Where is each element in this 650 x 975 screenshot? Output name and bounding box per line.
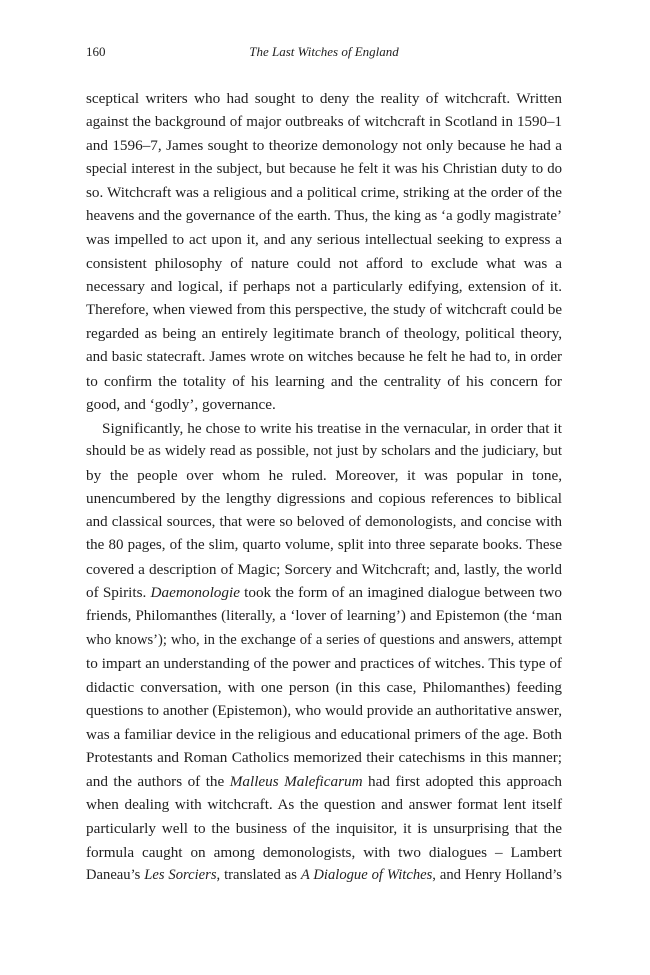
text-line: the 80 pages, of the slim, quarto volume, split into three separate books. These	[86, 537, 562, 554]
book-title-dialogue-of-witches: A Dialogue of Witches	[300, 867, 433, 884]
text-line: so. Witchcraft was a religious and a political crime, striking at the order of the	[86, 184, 562, 202]
text-line: and 1596–7, James sought to theorize demonology not only because he had a	[86, 137, 562, 155]
text-run: , and Henry Holland’s	[432, 867, 562, 884]
text-line	[86, 581, 562, 605]
text-line: Significantly, he chose to write his treatise in the vernacular, in order that it	[102, 419, 562, 437]
text-line: Protestants and Roman Catholics memorized their catechisms in this manner;	[86, 749, 562, 767]
text-run: , translated as	[216, 867, 301, 884]
text-line: when dealing with witchcraft. As the question and answer format lent itself	[86, 796, 562, 814]
text-line: to impart an understanding of the power and practices of witches. This type of	[86, 655, 562, 673]
text-run: had first adopted this approach	[362, 772, 562, 790]
book-title-les-sorciers: Les Sorciers	[144, 867, 217, 884]
text-line: formula caught on among demonologists, with two dialogues – Lambert	[86, 843, 562, 861]
text-line: against the background of major outbreaks of witchcraft in Scotland in 1590–1	[86, 113, 562, 130]
text-line: particularly well to the business of the inquisitor, it is unsurprising that the	[86, 819, 562, 837]
text-line: by the people over whom he ruled. Moreover, it was popular in tone,	[86, 466, 562, 484]
text-line	[86, 770, 562, 794]
text-line: to confirm the totality of his learning and the centrality of his concern for	[86, 372, 562, 390]
text-line: unencumbered by the lengthy digressions and copious references to biblical	[86, 490, 562, 508]
text-run: Daneau’s	[86, 867, 145, 884]
text-line: and basic statecraft. James wrote on witches because he felt he had to, in order	[86, 349, 562, 366]
text-line: special interest in the subject, but because he felt it was his Christian duty to do	[86, 160, 562, 177]
text-line: good, and ‘godly’, governance.	[86, 396, 276, 414]
body-text	[86, 87, 562, 888]
text-run: took the form of an imagined dialogue between two	[239, 584, 562, 602]
text-line: should be as widely read as possible, not just by scholars and the judiciary, but	[86, 443, 562, 460]
book-title-malleus: Malleus Maleficarum	[229, 772, 363, 790]
text-line: covered a description of Magic; Sorcery and Witchcraft; and, lastly, the world	[86, 560, 562, 578]
running-title: The Last Witches of England	[249, 44, 399, 59]
text-line: questions to another (Epistemon), who would provide an authoritative answer,	[86, 702, 562, 720]
book-title-daemonologie: Daemonologie	[150, 584, 240, 602]
text-line: sceptical writers who had sought to deny the reality of witchcraft. Written	[86, 90, 562, 107]
paragraph-2	[86, 417, 562, 888]
text-run: of Spirits.	[86, 584, 151, 602]
text-line: friends, Philomanthes (literally, a ‘lover of learning’) and Epistemon (the ‘man	[86, 608, 562, 625]
text-line: regarded as being an entirely legitimate branch of theology, political theory,	[86, 325, 562, 343]
text-line: was impelled to act upon it, and any serious intellectual seeking to express a	[86, 231, 562, 249]
text-line: necessary and logical, if perhaps not a particularly edifying, extension of it.	[86, 278, 562, 296]
page-header	[86, 44, 562, 64]
text-run: and the authors of the	[86, 772, 230, 790]
text-line: and classical sources, that were so beloved of demonologists, and concise with	[86, 513, 562, 530]
text-line: didactic conversation, with one person (in this case, Philomanthes) feeding	[86, 678, 562, 696]
text-line	[86, 864, 562, 888]
text-line: was a familiar device in the religious and educational primers of the age. Both	[86, 725, 562, 743]
text-line: who knows’); who, in the exchange of a series of questions and answers, attempt	[86, 631, 562, 648]
page-number: 160	[86, 44, 106, 59]
text-line: heavens and the governance of the earth. Thus, the king as ‘a godly magistrate’	[86, 207, 562, 224]
paragraph-1	[86, 87, 562, 417]
text-line: consistent philosophy of nature could not afford to exclude what was a	[86, 254, 562, 272]
text-line: Therefore, when viewed from this perspective, the study of witchcraft could be	[86, 301, 562, 318]
